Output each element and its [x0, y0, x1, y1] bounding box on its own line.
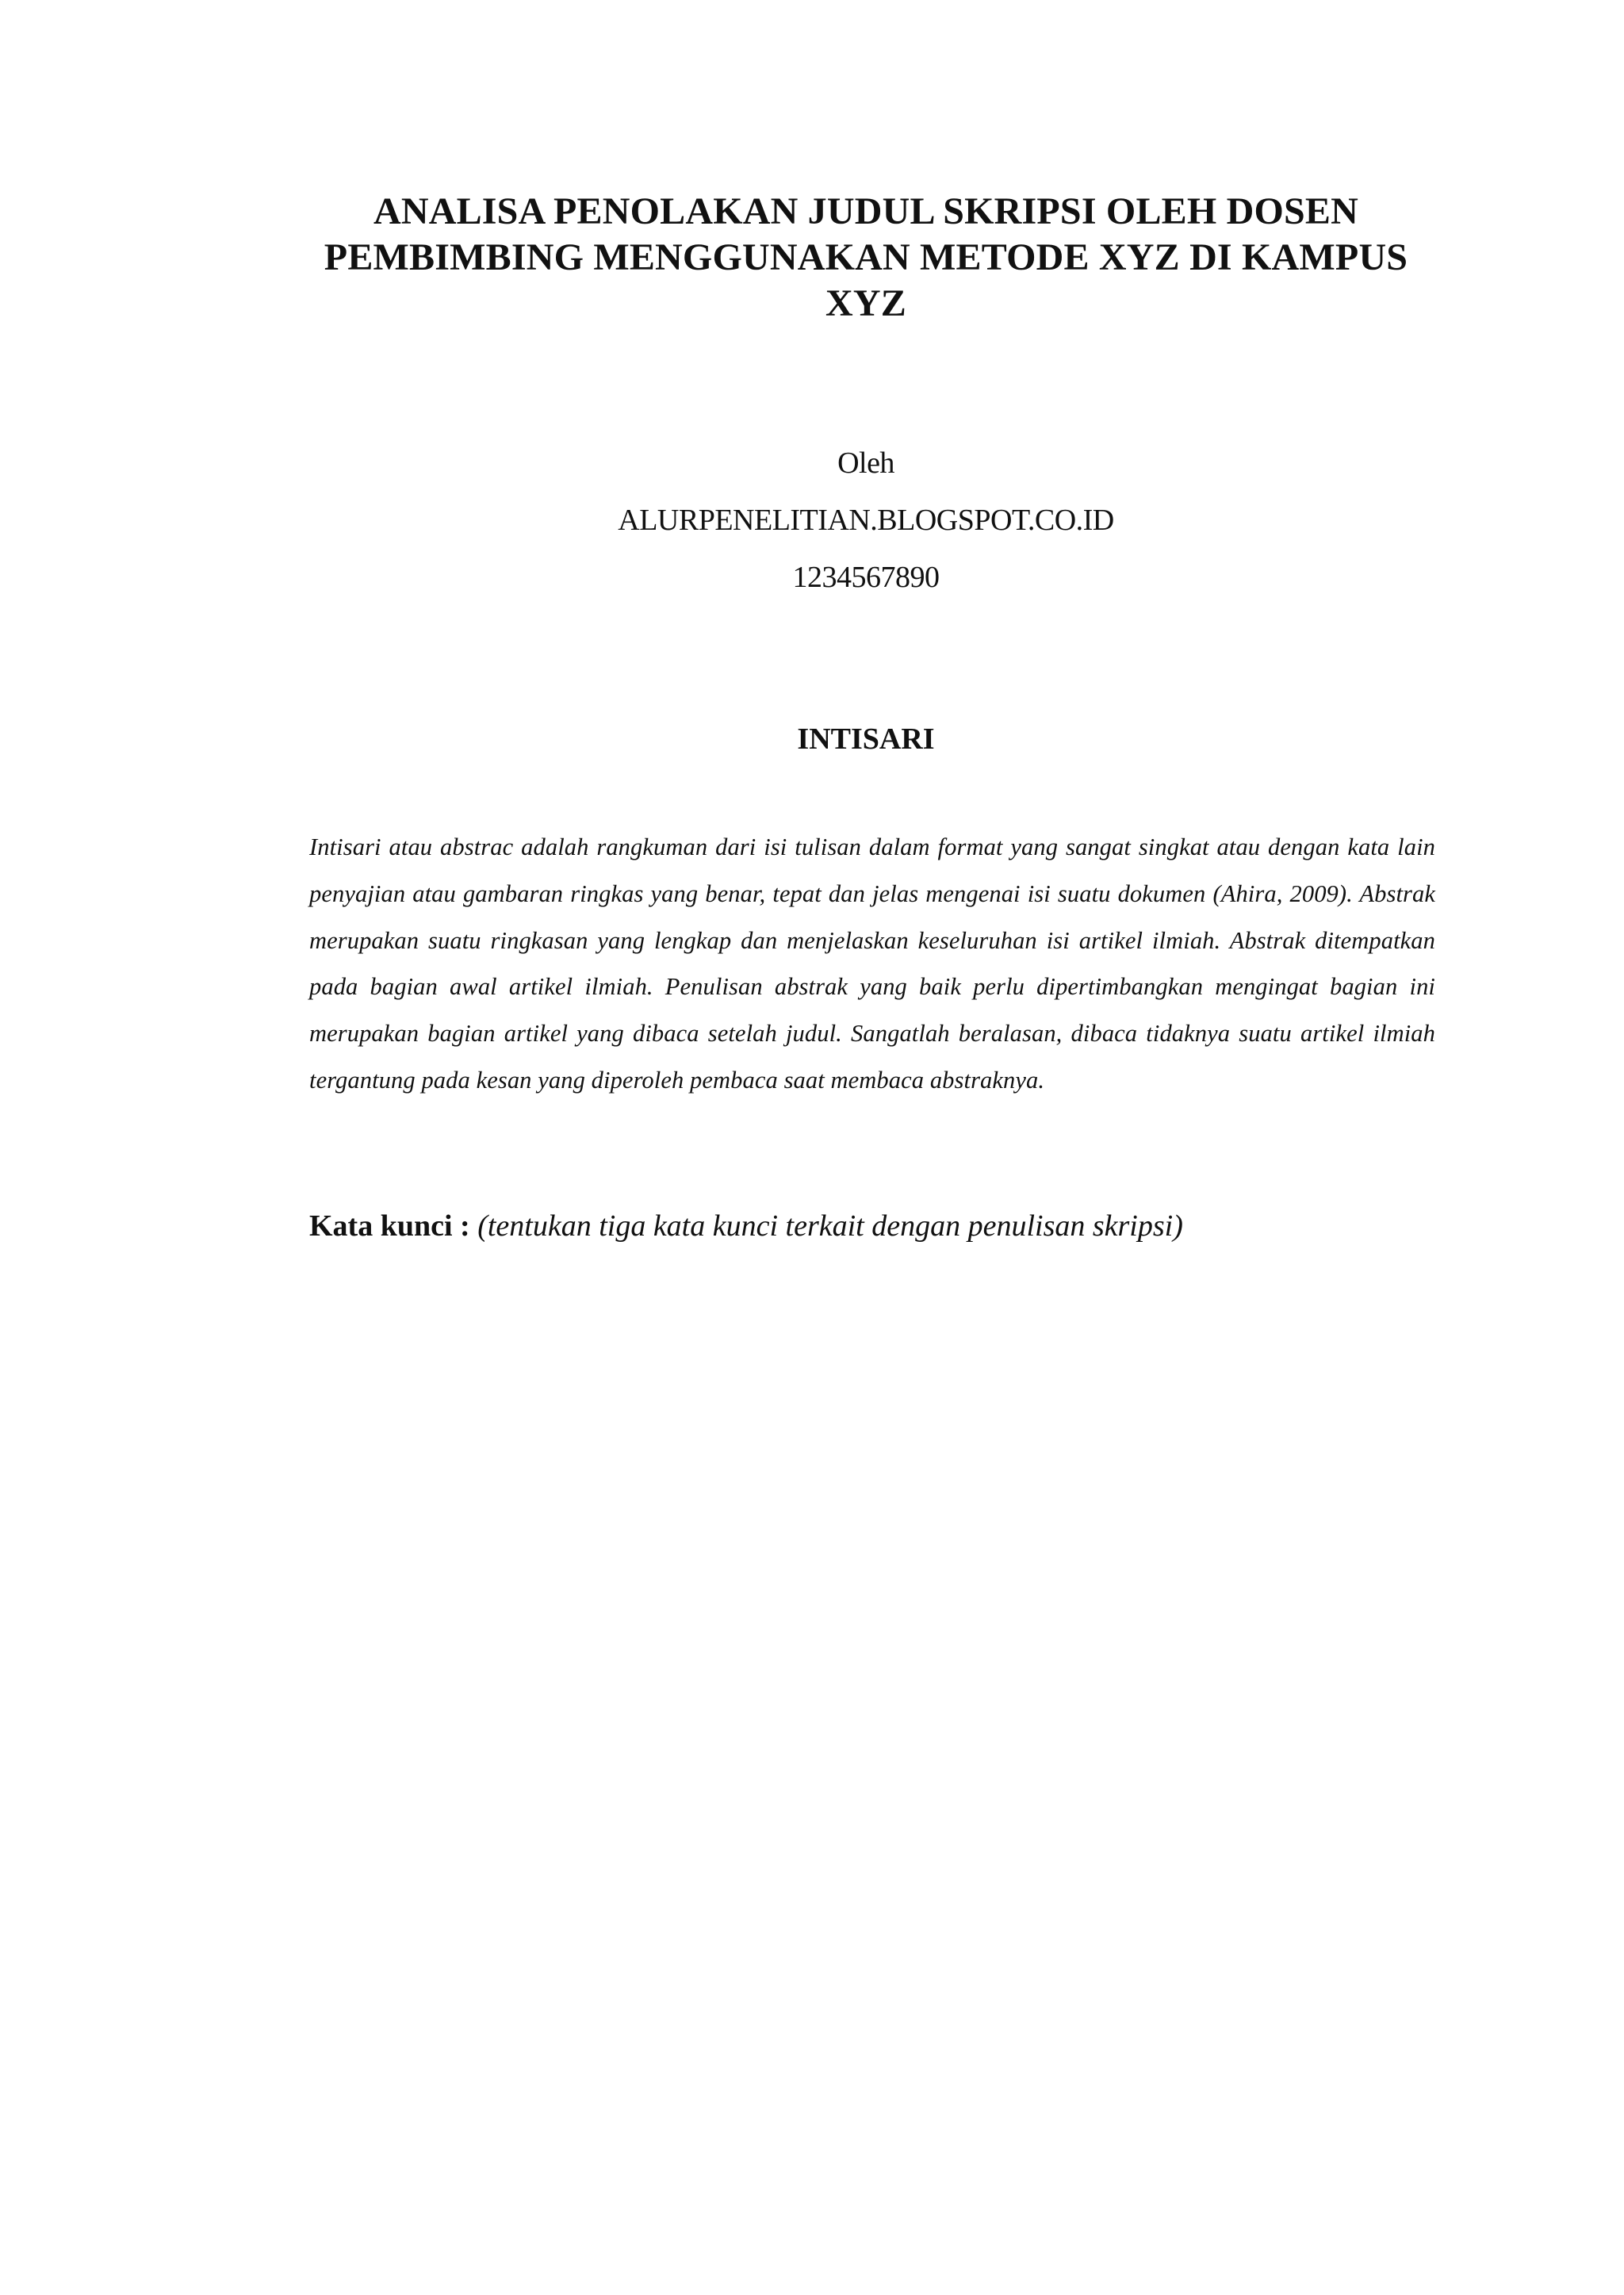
- author-block: [311, 435, 1421, 606]
- abstract-paragraph: Intisari atau abstrac adalah rangkuman dari isi tulisan dalam format yang sangat singkat atau dengan kata lain penyajian atau gambaran ringkas yang benar, tepat dan jelas mengenai isi suatu dokumen (Ahira, 2009). Abstrak merupakan suatu ringkasan yang lengkap dan menjelaskan keseluruhan isi artikel ilmiah. Abstrak ditempatkan pada bagian awal artikel ilmiah. Penulisan abstrak yang baik perlu dipertimbangkan mengingat bagian ini merupakan bagian artikel yang dibaca setelah judul. Sangatlah beralasan, dibaca tidaknya suatu artikel ilmiah tergantung pada kesan yang diperoleh pembaca saat membaca abstraknya.: [309, 833, 1435, 1094]
- author-name: ALURPENELITIAN.BLOGSPOT.CO.ID: [618, 504, 1114, 537]
- by-label: Oleh: [837, 446, 894, 480]
- document-title: ANALISA PENOLAKAN JUDUL SKRIPSI OLEH DOSEN PEMBIMBING MENGGUNAKAN METODE XYZ DI KAMPUS XYZ: [324, 190, 1408, 324]
- student-id: 1234567890: [792, 561, 940, 594]
- keywords-line: [309, 1207, 1435, 1245]
- abstract-heading: INTISARI: [797, 722, 935, 756]
- keywords-label: Kata kunci :: [309, 1209, 470, 1243]
- keywords-text: (tentukan tiga kata kunci terkait dengan penulisan skripsi): [477, 1209, 1183, 1243]
